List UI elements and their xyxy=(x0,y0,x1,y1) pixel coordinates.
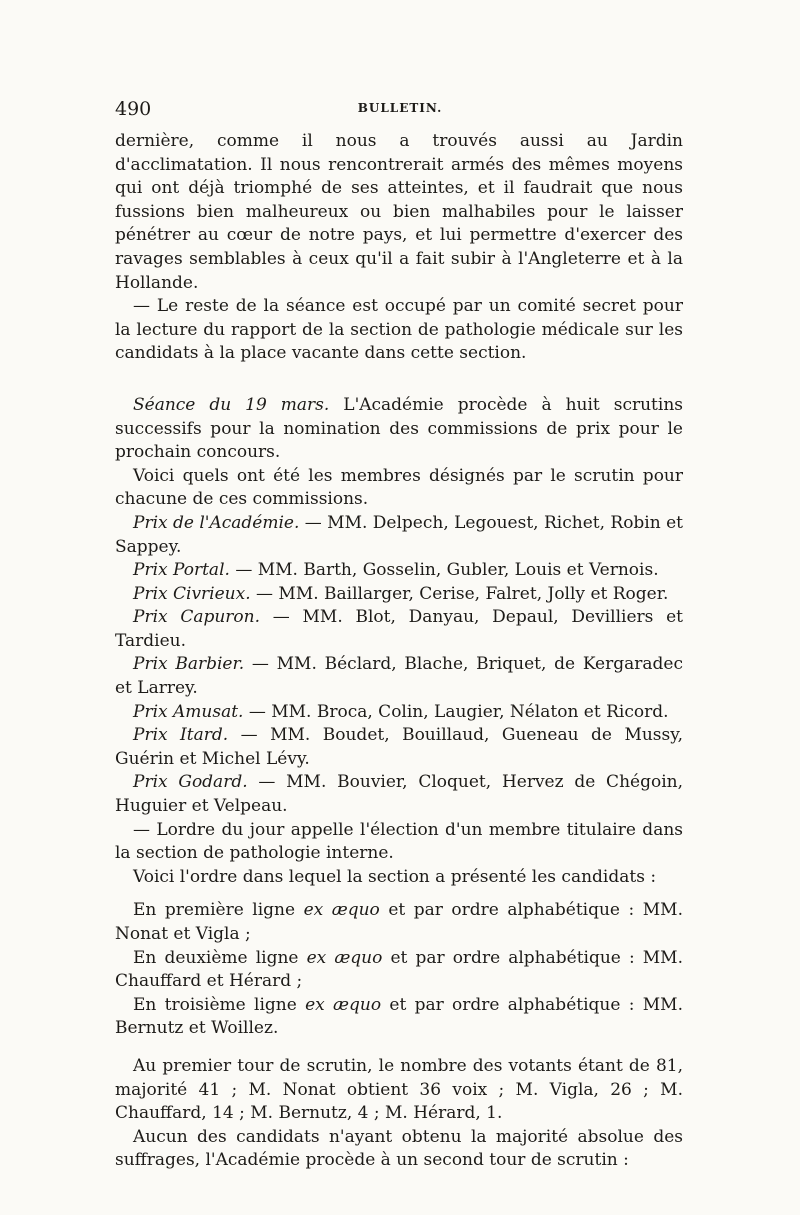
prize-label: Prix Amusat. xyxy=(133,701,244,722)
prize-members: — MM. Boudet, Bouillaud, Gueneau de Mussy, Guérin et Michel Lévy. xyxy=(115,725,684,769)
prize-members: — MM. Delpech, Legouest, Richet, Robin et Sappey. xyxy=(115,512,683,557)
prize-entry xyxy=(115,724,683,771)
line-prefix: En première ligne xyxy=(133,900,304,921)
prize-members: — MM. Barth, Gosselin, Gubler, Louis et Vernois. xyxy=(229,560,659,581)
prize-entry xyxy=(115,606,683,653)
prize-label: Prix Godard. xyxy=(133,772,248,793)
line-names: et par ordre alphabétique : MM. Bernutz et Woillez. xyxy=(115,994,683,1039)
prize-label: Prix Itard. xyxy=(133,725,229,746)
page-body xyxy=(115,130,683,1173)
line-names: et par ordre alphabétique : MM. Nonat et Vigla ; xyxy=(115,900,683,944)
prize-entry xyxy=(115,583,683,607)
prize-entry xyxy=(115,771,683,818)
prize-entry xyxy=(115,653,683,700)
line-latin: ex æquo xyxy=(306,947,383,968)
line-latin: ex æquo xyxy=(303,900,380,921)
line-prefix: En deuxième ligne xyxy=(133,947,307,968)
paragraph-secret-committee: — Le reste de la séance est occupé par un comité secret pour la lecture du rapport de la section de pathologie médicale sur les candidats à la place vacante dans cette section. xyxy=(115,296,683,364)
paragraph-session xyxy=(115,394,683,465)
line-names: et par ordre alphabétique : MM. Chauffard et Hérard ; xyxy=(115,947,683,992)
paragraph-first-round: Au premier tour de scrutin, le nombre des votants étant de 81, majorité 41 ; M. Nonat obtient 36 voix ; M. Vigla, 26 ; M. Chauffard, 14 ; M. Bernutz, 4 ; M. Hérard, 1. xyxy=(115,1055,683,1124)
page-header xyxy=(115,98,685,122)
prize-entry xyxy=(115,512,683,559)
running-title: BULLETIN. xyxy=(357,101,443,115)
candidate-line xyxy=(115,899,683,946)
prize-label: Prix de l'Académie. xyxy=(133,512,300,533)
paragraph-candidates-intro: Voici l'ordre dans lequel la section a présenté les candidats : xyxy=(133,866,657,887)
prize-label: Prix Capuron. xyxy=(133,607,261,628)
page-number: 490 xyxy=(115,98,152,120)
prize-members: — MM. Broca, Colin, Laugier, Nélaton et Ricord. xyxy=(243,701,669,722)
prize-label: Prix Civrieux. xyxy=(133,583,251,604)
paragraph-second-round: Aucun des candidats n'ayant obtenu la majorité absolue des suffrages, l'Académie procède à un second tour de scrutin : xyxy=(115,1126,683,1171)
prize-members: — MM. Bouvier, Cloquet, Hervez de Chégoin, Huguier et Velpeau. xyxy=(115,772,683,817)
session-date: Séance du 19 mars. xyxy=(133,394,330,415)
paragraph-commissions-intro: Voici quels ont été les membres désignés par le scrutin pour chacune de ces commissions. xyxy=(115,465,683,510)
paragraph-election: — Lordre du jour appelle l'élection d'un membre titulaire dans la section de pathologie interne. xyxy=(115,819,683,864)
prize-members: — MM. Béclard, Blache, Briquet, de Kergaradec et Larrey. xyxy=(115,654,683,699)
line-prefix: En troisième ligne xyxy=(133,994,306,1015)
prize-label: Prix Portal. xyxy=(133,560,230,581)
prize-entry xyxy=(115,559,683,583)
prize-members: — MM. Baillarger, Cerise, Falret, Jolly et Roger. xyxy=(250,583,669,604)
session-text: L'Académie procède à huit scrutins successifs pour la nomination des commissions de prix pour le prochain concours. xyxy=(115,394,683,463)
candidate-line xyxy=(115,947,683,994)
prize-members: — MM. Blot, Danyau, Depaul, Devilliers et Tardieu. xyxy=(115,607,684,651)
prize-entry xyxy=(115,701,683,725)
candidate-line xyxy=(115,994,683,1041)
line-latin: ex æquo xyxy=(305,994,382,1015)
paragraph-continuation: dernière, comme il nous a trouvés aussi au Jardin d'acclimatation. Il nous rencontrerait armés des mêmes moyens qui ont déjà triomphé de ses atteintes, et il faudrait que nous fussions bien malheureux ou bien malhabiles pour le laisser pénétrer au cœur de notre pays, et lui permettre d'exercer des ravages semblables à ceux qu'il a fait subir à l'Angleterre et à la Hollande. xyxy=(115,131,683,293)
prize-label: Prix Barbier. xyxy=(133,654,245,675)
